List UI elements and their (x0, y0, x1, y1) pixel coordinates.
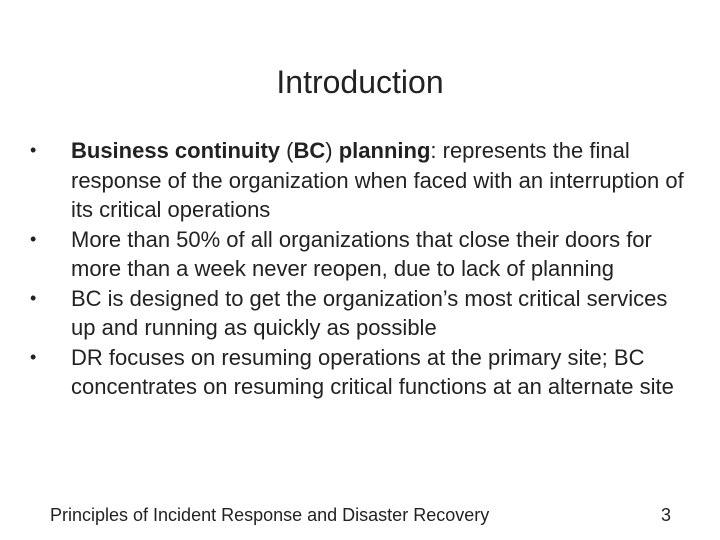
bullet-text-bold: BC (293, 138, 326, 163)
bullet-text-bold: Business continuity (71, 138, 281, 163)
bullet-text: ( (280, 138, 294, 163)
bullet-icon: • (30, 228, 37, 249)
bullet-text: BC is designed to get the organization’s most critical services up and running as quickly as possible (71, 285, 668, 340)
bullet-icon: • (30, 346, 37, 367)
slide-title: Introduction (276, 64, 444, 100)
bullet-item (28, 136, 688, 225)
bullet-text: More than 50% of all organizations that close their doors for more than a week never reopen, due to lack of planning (71, 226, 652, 281)
footer-text: Principles of Incident Response and Disaster Recovery (50, 505, 490, 525)
bullet-item (28, 284, 688, 343)
bullet-text: ) (325, 138, 339, 163)
bullet-icon: • (30, 287, 37, 308)
bullet-text: : represents the final response of the organization when faced with an interruption of its critical operations (71, 138, 684, 222)
bullet-item (28, 225, 688, 284)
page-number: 3 (660, 505, 671, 525)
bullet-item (28, 343, 688, 402)
bullet-list (28, 136, 688, 402)
bullet-text: DR focuses on resuming operations at the primary site; BC concentrates on resuming critical functions at an alternate site (71, 344, 674, 399)
bullet-text-bold: planning (338, 138, 431, 163)
bullet-icon: • (30, 140, 37, 160)
